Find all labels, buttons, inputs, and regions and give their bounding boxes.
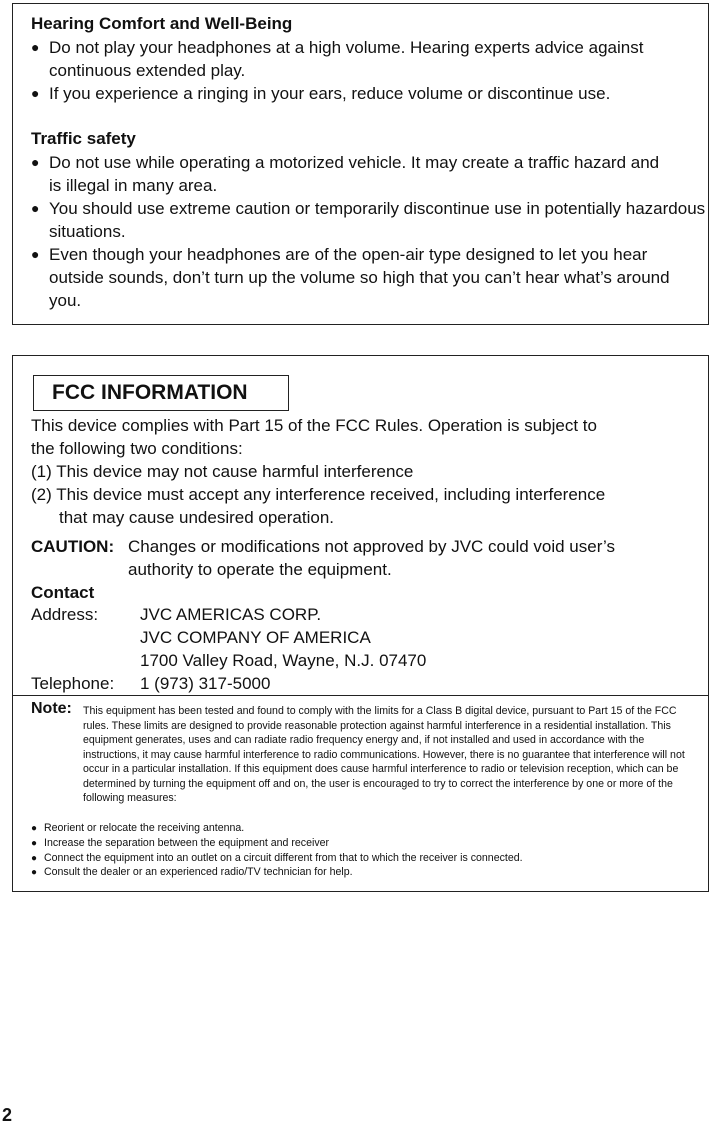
fcc-title: FCC INFORMATION (33, 375, 289, 411)
fcc-intro-line-2: the following two conditions: (31, 439, 243, 458)
bullet-icon: ● (31, 200, 40, 216)
measure-item-1: ● Reorient or relocate the receiving antenna. (31, 821, 244, 837)
caution-line-1: Changes or modifications not approved by JVC could void user’s (128, 537, 615, 556)
hearing-heading: Hearing Comfort and Well-Being (31, 14, 293, 33)
bullet-icon: ● (31, 85, 40, 101)
contact-heading: Contact (31, 583, 95, 602)
fcc-intro-line-1: This device complies with Part 15 of the FCC Rules. Operation is subject to (31, 416, 597, 435)
note-text: This equipment has been tested and found to comply with the limits for a Class B digital device, pursuant to Part 15 of the FCC rules. These limits are designed to provide reasonable protection against harmful interference in a residential installation. This equipment generates, uses and can radiate radio frequency energy and, if not installed and used in accordance with the instructions, it may cause harmful interference to radio communications. However, there is no guarantee that interference will not occur in a particular installation. If this equipment does cause harmful interference to radio or television reception, which can be determined by turning the equipment off and on, the user is encouraged to try to correct the interference by one or more of the following measures: (83, 705, 685, 804)
bullet-icon: ● (31, 853, 38, 864)
fcc-condition-2-line-2: that may cause undesired operation. (59, 508, 335, 527)
hearing-bullet-2: ● If you experience a ringing in your ears, reduce volume or discontinue use. (31, 84, 611, 103)
telephone-number: 1 (973) 317-5000 (140, 674, 271, 693)
address-line-3: 1700 Valley Road, Wayne, N.J. 07470 (140, 651, 427, 670)
caution-label: CAUTION: (31, 537, 115, 556)
bullet-icon: ● (31, 246, 40, 262)
bullet-icon: ● (31, 39, 40, 55)
address-line-1: JVC AMERICAS CORP. (140, 605, 322, 624)
measure-item-4: ● Consult the dealer or an experienced radio/TV technician for help. (31, 865, 353, 881)
traffic-bullet-3: ● Even though your headphones are of the open-air type designed to let you hear outside sounds, don’t turn up the volume so high that you can’t hear what’s around you. (31, 245, 670, 310)
divider (13, 695, 708, 696)
fcc-condition-1: (1) This device may not cause harmful interference (31, 462, 414, 481)
traffic-heading: Traffic safety (31, 129, 136, 148)
measure-item-2: ● Increase the separation between the equipment and receiver (31, 836, 329, 852)
measure-item-3: ● Connect the equipment into an outlet on a circuit different from that to which the receiver is connected. (31, 851, 523, 867)
fcc-box (12, 355, 709, 892)
hearing-bullet-1: ● Do not play your headphones at a high volume. Hearing experts advice against continuous extended play. (31, 38, 644, 80)
fcc-condition-2-line-1: (2) This device must accept any interference received, including interference (31, 485, 606, 504)
traffic-bullet-2: ● You should use extreme caution or temporarily discontinue use in potentially hazardous situations. (31, 199, 706, 241)
traffic-bullet-1: ● Do not use while operating a motorized vehicle. It may create a traffic hazard and is illegal in many area. (31, 153, 660, 195)
caution-line-2: authority to operate the equipment. (128, 560, 392, 579)
bullet-icon: ● (31, 823, 38, 834)
telephone-label: Telephone: (31, 674, 115, 693)
note-label: Note: (31, 700, 72, 717)
bullet-icon: ● (31, 838, 38, 849)
bullet-icon: ● (31, 154, 40, 170)
page-number: 2 (2, 1105, 13, 1125)
safety-box (12, 3, 709, 325)
address-label: Address: (31, 605, 99, 624)
bullet-icon: ● (31, 867, 38, 878)
address-line-2: JVC COMPANY OF AMERICA (140, 628, 371, 647)
